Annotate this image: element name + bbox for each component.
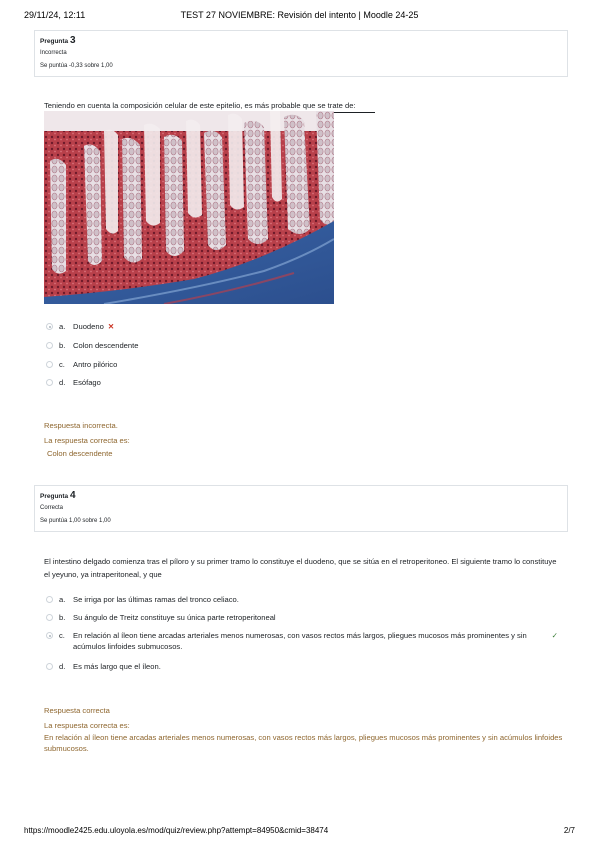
question-3-info bbox=[34, 30, 568, 77]
epithelium-micrograph bbox=[44, 111, 334, 304]
option-letter: c. bbox=[59, 631, 65, 640]
correct-check-icon: ✓ bbox=[551, 631, 558, 640]
q4-option-a[interactable] bbox=[46, 594, 566, 605]
option-text: Esófago bbox=[73, 378, 101, 387]
q4-right-answer: En relación al íleon tiene arcadas arteriales menos numerosas, con vasos rectos más largos, pliegues mucosos más prominentes y sin acúmulos linfoides submucosos. bbox=[44, 733, 563, 753]
option-text: Es más largo que el íleon. bbox=[73, 662, 161, 671]
option-text: Colon descendente bbox=[73, 341, 139, 350]
print-url: https://moodle2425.edu.uloyola.es/mod/quiz/review.php?attempt=84950&cmid=38474 bbox=[24, 826, 329, 835]
radio-icon[interactable] bbox=[46, 663, 53, 670]
q3-right-answer-label: La respuesta correcta es: bbox=[44, 436, 130, 445]
option-letter: a. bbox=[59, 595, 66, 604]
option-text: Su ángulo de Treitz constituye su única parte retroperitoneal bbox=[73, 613, 276, 622]
q3-option-d[interactable] bbox=[46, 377, 566, 388]
question-3-text: Teniendo en cuenta la composición celular de este epitelio, es más probable que se trate de: bbox=[44, 99, 375, 113]
radio-icon[interactable] bbox=[46, 379, 53, 386]
option-text: Antro pilórico bbox=[73, 360, 118, 369]
option-text: Duodeno ✕ bbox=[73, 322, 115, 331]
print-datetime: 29/11/24, 12:11 bbox=[24, 10, 86, 20]
option-letter: b. bbox=[59, 341, 66, 350]
option-text: Se irriga por las últimas ramas del tronco celiaco. bbox=[73, 595, 239, 604]
question-3-number: Pregunta 3 bbox=[40, 35, 76, 46]
q3-option-a[interactable] bbox=[46, 321, 566, 332]
incorrect-x-icon: ✕ bbox=[107, 322, 115, 331]
q4-option-c[interactable] bbox=[46, 630, 566, 652]
option-letter: d. bbox=[59, 378, 66, 387]
question-4-info bbox=[34, 485, 568, 532]
print-page-title: TEST 27 NOVIEMBRE: Revisión del intento | Moodle 24-25 bbox=[180, 10, 419, 20]
q3-right-answer: Colon descendente bbox=[47, 449, 113, 458]
radio-icon[interactable] bbox=[46, 596, 53, 603]
radio-icon[interactable] bbox=[46, 361, 53, 368]
option-letter: d. bbox=[59, 662, 66, 671]
print-page-number: 2/7 bbox=[563, 826, 575, 835]
question-4-number: Pregunta 4 bbox=[40, 490, 76, 501]
option-letter: a. bbox=[59, 322, 66, 331]
q4-right-answer-label: La respuesta correcta es: bbox=[44, 721, 130, 730]
radio-icon[interactable] bbox=[46, 342, 53, 349]
radio-selected-icon[interactable] bbox=[46, 632, 53, 639]
q4-option-d[interactable] bbox=[46, 661, 566, 672]
question-3-state: Incorrecta bbox=[40, 50, 67, 56]
q3-option-b[interactable] bbox=[46, 340, 566, 351]
option-letter: b. bbox=[59, 613, 66, 622]
option-text: En relación al íleon tiene arcadas arteriales menos numerosas, con vasos rectos más largos, pliegues mucosos más prominentes y sin acúmulos linfoides submucosos. ✓ bbox=[73, 631, 558, 651]
option-letter: c. bbox=[59, 360, 65, 369]
q4-feedback: Respuesta correcta bbox=[44, 706, 110, 715]
radio-icon[interactable] bbox=[46, 614, 53, 621]
q3-feedback: Respuesta incorrecta. bbox=[44, 421, 118, 430]
q3-option-c[interactable] bbox=[46, 359, 566, 370]
question-3-grade: Se puntúa -0,33 sobre 1,00 bbox=[40, 63, 113, 69]
question-4-text: El intestino delgado comienza tras el píloro y su primer tramo lo constituye el duodeno, que se sitúa en el retroperitoneo. El siguiente tramo lo constituye el yeyuno, ya intraperitoneal, y que bbox=[44, 557, 557, 579]
question-4-state: Correcta bbox=[40, 505, 64, 511]
radio-selected-icon[interactable] bbox=[46, 323, 53, 330]
question-4-grade: Se puntúa 1,00 sobre 1,00 bbox=[40, 518, 111, 524]
q4-option-b[interactable] bbox=[46, 612, 566, 623]
